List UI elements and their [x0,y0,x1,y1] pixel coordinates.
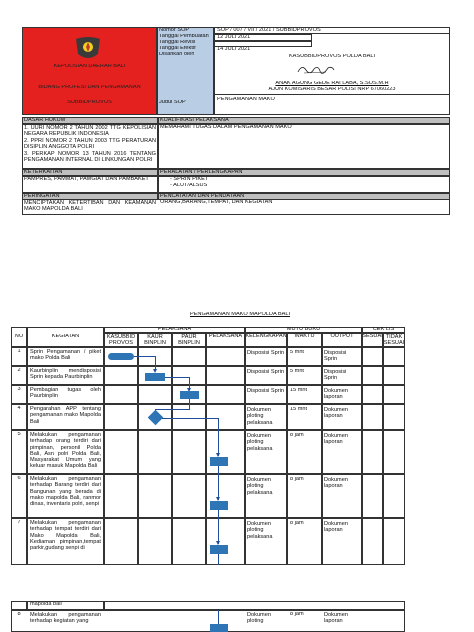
row-6-kelengkapan: Dokumen ploting pelaksana [247,477,273,496]
row-1-no: 1 [17,349,21,354]
row-5-kelengkapan: Dokumen ploting pelaksana [247,433,273,452]
row-1-output: Disposisi Sprin [324,350,347,363]
row-7-waktu: 8 jam [290,521,304,526]
row-3-kegiatan: Pembagian tugas oleh Paurbinplin [30,387,101,400]
row-4-output: Dokumen laporan [324,407,348,420]
flow-line-7-v [218,554,219,565]
row-5-output: Dokumen laporan [324,433,348,446]
row-5-cell [362,430,383,474]
row-3-cell [104,385,138,404]
row-2-waktu: 5 mnt [290,369,304,374]
approver-rank: AJUN KOMISARIS BESAR POLISI NRP 67060223 [268,87,396,92]
flow-box-5 [210,457,228,466]
flow-line-4-v [218,418,219,456]
row-6-cell [206,474,245,518]
dasar-hukum-item-3: 3. PERKAP NOMOR 13 TAHUN 2016 TENTANG PENGAMANAN INTERNAL DI LINKUNGAN POLRI [24,151,156,164]
row-7-cell [138,518,172,565]
hdr-pelaksana-col-text: PELAKSANA [208,334,243,339]
hdr-kaur-text: KAUR BINPLIN [144,334,166,347]
row-6-output: Dokumen laporan [324,477,348,490]
flow-box-2 [145,373,165,381]
flow-line-5-v [218,466,219,500]
field-value-nomor: SOP / 007 / VII / 2021 / SUBBIDPROVOS [217,28,321,33]
row-3-cell [383,385,405,404]
hdr-sesuai-text: SESUAI [362,334,383,339]
flow-box-6 [210,501,228,510]
row-6-cell [383,474,405,518]
row-6-cell [104,474,138,518]
row-4-cell [104,404,138,430]
row-5-no: 5 [17,432,21,437]
hdr-pelaksana-text: PELAKSANA [157,327,192,332]
row-6-kegiatan: Melakukan pengamanan terhadap Barang terdiri dari Bangunan yang berada di mako mapolda Bali, ranmor dinas, inventaris polri, senpi [30,476,101,507]
row-3-kelengkapan: Disposisi Sprin [247,388,284,394]
row-3-cell [362,385,383,404]
flow-start-terminator [108,353,134,360]
row-8-kelengkapan: Dokumen ploting [247,612,271,625]
kualifikasi-value: MEMAHAMI TUGAS DALAM PENGAMANAN MAKO [160,125,292,130]
row-7-cell [206,518,245,565]
pencatatan-title: PENCATATAN DAN PENDATAAN [160,194,245,199]
flow-line-1-h [134,356,155,357]
row-8-kegiatan: Melakukan pengamanan terhadap kegiatan yang [30,612,101,625]
cont-no-cell [11,601,27,610]
flow-box-7 [210,545,228,554]
flow-line-2-h [165,377,189,378]
row-4-no: 4 [17,406,21,411]
row-7-kegiatan: Melakukan pengamanan terhadap tempat terdiri dari Mako Mapolda Bali, Kediaman pimpinan,tempat parkir,gudang senpi di [30,520,101,551]
row-3-cell [138,385,172,404]
field-value-efektif: 14 JULI 2021 [217,47,251,52]
row-1-cell [172,347,206,366]
peralatan-item-2: - ALUT/ALSUS [170,183,208,188]
row-2-cell [383,366,405,385]
row-4-cell [383,404,405,430]
row-8-process-box [210,624,228,632]
police-emblem-logo [73,36,103,62]
org-subunit: SUBBIDPROVOS [67,100,112,105]
row-2-cell [206,366,245,385]
row-7-cell [383,518,405,565]
row-8-no: 8 [17,612,21,617]
field-label-disahkan: Disahkan oleh [159,52,195,57]
row-1-kegiatan: Sprin Pengamanan / piket mako Polda Bali [30,349,101,362]
row-1-cell [362,347,383,366]
dasar-hukum-item-2: 2. PPRI NOMOR 2 TAHUN 2003 TTG PERATURAN DISIPLIN ANGGOTA POLRI [24,138,156,151]
hdr-no-text: NO [14,334,24,339]
row-6-waktu: 8 jam [290,477,304,482]
peringatan-title: PERINGATAN [24,194,60,199]
row-5-cell [206,430,245,474]
row-7-output: Dokumen laporan [324,521,348,534]
cont-rest-cell [104,601,405,610]
field-value-pembuatan: 12 JULI 2021 [217,35,251,40]
field-label-pembuatan: Tanggal Pembuatan [159,34,209,39]
hdr-mutu-text: MUTU BUKU [286,327,321,332]
field-label-nomor: Nomor SOP [159,28,190,33]
row-5-cell [138,430,172,474]
row-1-cell [206,347,245,366]
peringatan-value: MENCIPTAKAN KETERTIBAN DAN KEAMANAN MAKO MAPOLDA BALI [24,200,156,213]
dasar-hukum-item-1: 1. UURI NOMOR 2 TAHUN 2002 TTG KEPOLISIAN NEGARA REPUBLIK INDONESIA [24,125,156,138]
row-7-cell [172,518,206,565]
signature-image [296,62,336,76]
row-8-connector [218,610,219,624]
judul-sop-value: PENGAMANAN MAKO [217,97,275,102]
row-2-kelengkapan: Disposisi Sprin [247,369,284,375]
flow-line-4-h [162,418,218,419]
hdr-ceklis-text: CEK LIS [372,327,395,332]
row-1-kelengkapan: Disposisi Sprin [247,350,284,356]
pencatatan-value: ORANG,BARANG,TEMPAT, DAN KEGIATAN [160,200,273,205]
row-2-no: 2 [17,368,21,373]
hdr-kasubbid-text: KASUBBID PROVOS [106,334,136,347]
row-3-cell [206,385,245,404]
row-4-kegiatan: Pengarahan APP tentang pengamanan mako Mapolda Bali [30,406,101,425]
org-name: KEPOLISIAN DAERAH BALI [53,64,126,69]
row-3-no: 3 [17,387,21,392]
row-6-cell [172,474,206,518]
field-label-revisi: Tanggal Revisi [159,40,196,45]
hdr-tidak-sesuai-text: TIDAK SESUAI [383,334,405,347]
flow-box-3 [180,391,199,399]
row-6-cell [138,474,172,518]
cont-kegiatan-text: mapolda bali [30,602,62,607]
hdr-waktu-text: WAKTU [294,334,315,339]
row-8-waktu: 8 jam [290,612,304,617]
flow-line-3-h [155,409,190,410]
row-1-waktu: 5 mnt [290,350,304,355]
row-5-cell [172,430,206,474]
peralatan-title: PERALATAN / PERLENGKAPAN [160,170,243,175]
flow-line-6-v [218,510,219,544]
org-unit: BIDANG PROFESI DAN PENGAMANAN [38,85,141,90]
row-5-waktu: 8 jam [290,433,304,438]
flow-title: PENGAMANAN MAKO MAPOLDA BALI [189,312,291,317]
row-7-kelengkapan: Dokumen ploting pelaksana [247,521,273,540]
hdr-output-text: OUTPUT [330,334,354,339]
keterkaitan-value: PAMPRES, PAMMAT, PAMGIAT DAN PAMBAKET [24,177,149,182]
dasar-hukum-title: DASAR HUKUM [24,118,66,123]
row-7-cell [104,518,138,565]
row-2-cell [362,366,383,385]
approver-name: ANAK AGUNG GEDE RAI LABA, S.SOS.M.H [275,81,389,86]
row-7-no: 7 [17,520,21,525]
row-1-cell [383,347,405,366]
row-6-no: 6 [17,476,21,481]
field-label-efektif: Tanggal Efektif [159,46,196,51]
row-2-output: Disposisi Sprin [324,369,347,382]
row-2-cell [104,366,138,385]
row-8-output: Dokumen laporan [324,612,348,625]
approver-title: KASUBBIDPROVOS POLDA BALI [288,54,376,59]
row-3-output: Dokumen laporan [324,388,348,401]
flow-line-3-v [189,399,190,409]
row-6-cell [362,474,383,518]
row-4-kelengkapan: Dokumen ploting pelaksana [247,407,273,426]
row-5-cell [104,430,138,474]
row-2-kegiatan: Kaurbinplin mendisposisi Sprin kepada Paurbinplin [30,368,101,381]
row-4-cell [362,404,383,430]
kualifikasi-title: KUALIFIKASI PELAKSANA [160,118,229,123]
hdr-paur-text: PAUR BINPLIN [178,334,200,347]
row-5-kegiatan: Melakukan pengamanan terhadap orang terdiri dari pimpinan, personil Polda Bali, Asn polri Polda Bali, Masyarakat Umum yang keluar masuk Mapolda Bali [30,432,101,470]
keterkaitan-title: KETERKAITAN [24,170,63,175]
hdr-kegiatan-text: KEGIATAN [51,334,80,339]
judul-sop-label: Judul SOP [159,100,186,105]
row-4-cell [206,404,245,430]
row-4-waktu: 15 mnt [290,407,308,412]
peralatan-item-1: - SPRIN PIKET [170,177,209,182]
row-7-cell [362,518,383,565]
hdr-kelengkapan-text: KELENGKAPAN [245,334,287,339]
row-5-cell [383,430,405,474]
row-3-waktu: 15 mnt [290,388,308,393]
